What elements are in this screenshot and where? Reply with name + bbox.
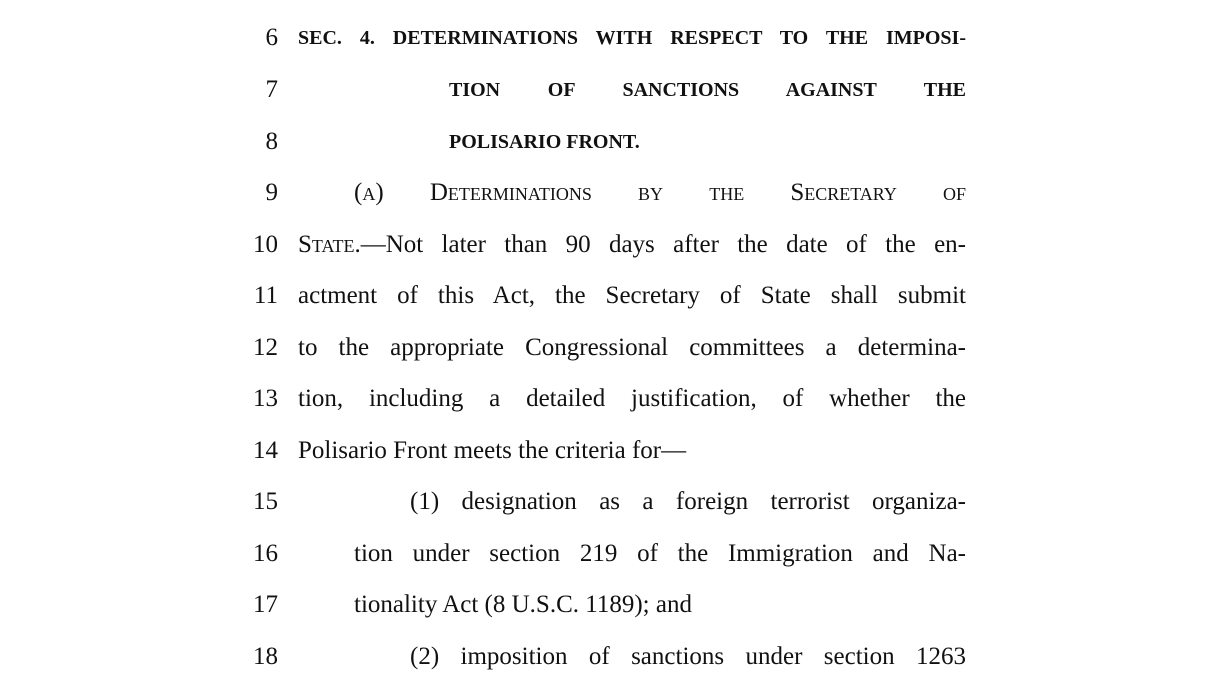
line-number: 13 — [253, 385, 278, 412]
document-line-13 — [0, 384, 1216, 436]
body-text-line — [298, 230, 966, 260]
line-number: 12 — [253, 334, 278, 361]
line-number: 8 — [265, 128, 278, 155]
document-line-18 — [0, 642, 1216, 684]
line-number: 6 — [265, 24, 278, 51]
line-number: 10 — [253, 231, 278, 258]
body-text: actment of this Act, the Secretary of State shall submit — [298, 282, 966, 309]
document-line-7 — [0, 75, 1216, 127]
body-text: Polisario Front meets the criteria for— — [298, 437, 687, 464]
document-line-9 — [0, 178, 1216, 230]
line-number: 14 — [253, 437, 278, 464]
line-number: 15 — [253, 488, 278, 515]
document-line-11 — [0, 281, 1216, 333]
paragraph-item-2: (2) imposition of sanctions under section 1263 — [410, 643, 966, 670]
body-text: tion, including a detailed justification, of whether the — [298, 385, 966, 412]
document-line-16 — [0, 539, 1216, 591]
section-heading: SEC. 4. DETERMINATIONS WITH RESPECT TO THE IMPOSI- — [298, 27, 966, 49]
line-number: 17 — [253, 591, 278, 618]
document-line-10 — [0, 230, 1216, 282]
document-line-12 — [0, 333, 1216, 385]
section-heading-end: POLISARIO FRONT. — [449, 131, 640, 153]
line-number: 11 — [253, 282, 278, 309]
paragraph-item-1-end: tionality Act (8 U.S.C. 1189); and — [354, 591, 692, 618]
document-line-6 — [0, 23, 1216, 75]
section-heading-continued: TION OF SANCTIONS AGAINST THE — [449, 79, 966, 101]
line-number: 16 — [253, 540, 278, 567]
document-line-15 — [0, 487, 1216, 539]
body-text: .—Not later than 90 days after the date of the en- — [354, 231, 966, 258]
paragraph-item-1: (1) designation as a foreign terrorist organiza- — [410, 488, 966, 515]
subsection-heading-end: State — [298, 231, 355, 258]
document-line-17 — [0, 590, 1216, 642]
paragraph-item-1-continued: tion under section 219 of the Immigration and Na- — [354, 540, 966, 567]
line-number: 18 — [253, 643, 278, 670]
document-line-8 — [0, 127, 1216, 179]
subsection-heading: (a) Determinations by the Secretary of — [354, 179, 966, 206]
document-line-14 — [0, 436, 1216, 488]
line-number: 7 — [265, 76, 278, 103]
body-text: to the appropriate Congressional committees a determina- — [298, 334, 966, 361]
line-number: 9 — [265, 179, 278, 206]
